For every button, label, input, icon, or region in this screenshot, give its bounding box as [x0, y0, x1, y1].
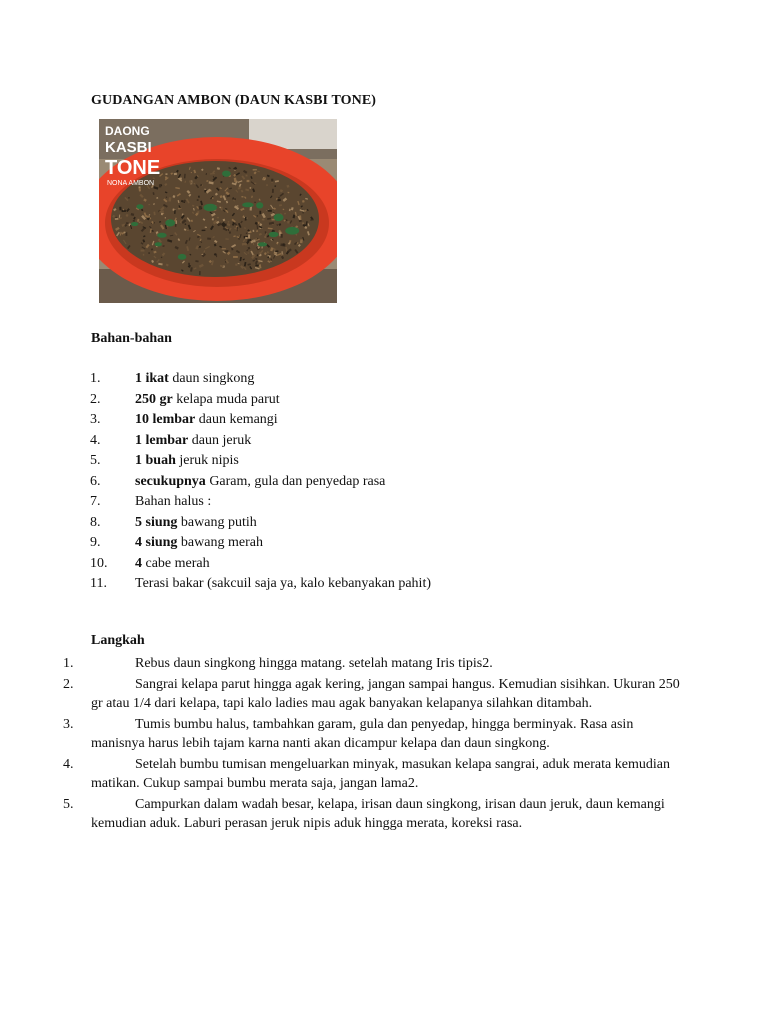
- ingredient-item: [90, 472, 510, 493]
- ingredient-number: 11.: [90, 576, 107, 591]
- food-speck: [126, 222, 129, 224]
- ingredient-name: daun kemangi: [195, 412, 278, 427]
- food-speck: [216, 254, 217, 257]
- food-speck: [197, 211, 199, 213]
- food-speck: [199, 206, 202, 210]
- ingredient-number: 3.: [90, 412, 101, 427]
- ingredient-name: kelapa muda parut: [172, 391, 280, 407]
- ingredient-item: [90, 513, 510, 534]
- ingredient-number: 1.: [90, 371, 101, 386]
- food-speck: [119, 207, 121, 211]
- ingredient-text: [135, 533, 510, 554]
- ingredient-number: 10.: [90, 555, 108, 571]
- food-speck: [282, 251, 283, 254]
- food-speck: [234, 198, 236, 200]
- ingredient-name: Garam, gula dan penyedap rasa: [205, 473, 386, 489]
- ingredient-text: [135, 574, 510, 595]
- food-speck: [277, 199, 280, 202]
- leaf-garnish: [258, 242, 267, 246]
- leaf-garnish: [269, 232, 279, 237]
- food-speck: [262, 219, 265, 221]
- food-speck: [248, 252, 249, 253]
- ingredient-name: daun jeruk: [188, 432, 252, 448]
- overlay-line-1: DAONG: [105, 124, 150, 138]
- leaf-garnish: [165, 219, 175, 226]
- ingredients-list: [90, 369, 510, 595]
- leaf-garnish: [178, 254, 187, 260]
- ingredient-quantity: 250 gr: [135, 391, 173, 407]
- ingredient-name: Terasi bakar (sakcuil saja ya, kalo kebanyakan pahit): [135, 576, 432, 591]
- leaf-garnish: [131, 222, 138, 226]
- ingredient-text: [135, 472, 510, 493]
- leaf-garnish: [203, 204, 217, 211]
- leaf-garnish: [285, 227, 299, 235]
- food-speck: [207, 238, 211, 240]
- step-item: [63, 795, 683, 834]
- leaf-garnish: [274, 214, 284, 221]
- food-speck: [253, 230, 255, 232]
- ingredient-name: bawang merah: [177, 535, 263, 550]
- food-speck: [165, 217, 166, 218]
- step-item: [63, 654, 683, 674]
- ingredient-name: Bahan halus :: [135, 494, 212, 509]
- step-text: Setelah bumbu tumisan mengeluarkan minyak, masukan kelapa sangrai, aduk merata kemudian matikan. Cukup sampai bumbu merata saja, jangan lama2.: [91, 756, 670, 791]
- food-speck: [271, 179, 273, 182]
- ingredient-quantity: 4 siung: [135, 535, 178, 550]
- step-item: [63, 715, 683, 754]
- ingredient-number: 7.: [90, 494, 101, 509]
- food-speck: [186, 230, 188, 231]
- food-speck: [248, 234, 250, 238]
- food-speck: [272, 189, 274, 193]
- food-speck: [176, 220, 177, 224]
- ingredient-number: 6.: [90, 473, 101, 489]
- ingredient-number: 4.: [90, 432, 101, 448]
- food-speck: [300, 239, 303, 243]
- food-speck: [245, 217, 247, 221]
- food-speck: [241, 196, 243, 197]
- ingredient-text: [135, 390, 510, 411]
- overlay-line-4: NONA AMBON: [107, 180, 155, 187]
- ingredient-quantity: 4: [135, 555, 142, 571]
- step-number: 5.: [63, 796, 74, 812]
- food-speck: [148, 204, 150, 205]
- step-item: [63, 755, 683, 794]
- food-speck: [246, 232, 248, 234]
- steps-heading: Langkah: [91, 633, 145, 648]
- food-speck: [267, 210, 272, 212]
- food-speck: [259, 211, 261, 215]
- food-speck: [287, 221, 290, 224]
- food-speck: [125, 232, 127, 236]
- food-speck: [233, 256, 238, 258]
- step-text: Campurkan dalam wadah besar, kelapa, irisan daun singkong, irisan daun jeruk, daun kemangi kemudian aduk. Laburi perasan jeruk nipis aduk hingga merata, koreksi rasa.: [91, 796, 665, 831]
- ingredient-name: cabe merah: [142, 555, 210, 571]
- ingredient-number: 8.: [90, 514, 101, 530]
- food-speck: [225, 238, 228, 239]
- food-speck: [188, 263, 190, 265]
- food-speck: [174, 173, 177, 175]
- ingredient-name: jeruk nipis: [175, 453, 239, 468]
- step-item: [63, 675, 683, 714]
- ingredient-text: [135, 492, 510, 513]
- food-speck: [253, 240, 255, 243]
- food-speck: [246, 175, 248, 177]
- ingredients-heading: Bahan-bahan: [91, 331, 172, 346]
- document-title: GUDANGAN AMBON (DAUN KASBI TONE): [91, 93, 377, 108]
- steps-list: [63, 654, 683, 835]
- ingredient-text: [135, 410, 510, 431]
- food-speck: [159, 184, 161, 187]
- ingredient-item: [90, 369, 510, 390]
- food-speck: [217, 217, 219, 219]
- ingredient-text: [135, 513, 510, 534]
- leaf-garnish: [155, 242, 162, 246]
- food-speck: [161, 213, 163, 216]
- step-text: Rebus daun singkong hingga matang. setelah matang Iris tipis2.: [135, 656, 493, 671]
- ingredient-item: [90, 410, 510, 431]
- food-speck: [253, 169, 257, 171]
- food-speck: [199, 271, 201, 275]
- step-text: Tumis bumbu halus, tambahkan garam, gula dan penyedap, hingga berminyak. Rasa asin manisnya harus lebih tajam karna nanti akan dicampur kelapa dan daun singkong.: [91, 716, 634, 751]
- ingredient-item: [90, 554, 510, 575]
- food-speck: [148, 252, 149, 253]
- ingredient-text: [135, 554, 510, 575]
- food-speck: [179, 178, 182, 180]
- ingredient-quantity: 5 siung: [135, 514, 178, 530]
- food-speck: [165, 173, 167, 175]
- step-number: 4.: [63, 756, 74, 772]
- ingredient-quantity: 10 lembar: [135, 412, 196, 427]
- food-speck: [258, 261, 260, 262]
- ingredient-text: [135, 431, 510, 452]
- ingredient-item: [90, 390, 510, 411]
- food-speck: [302, 222, 303, 224]
- food-speck: [282, 243, 284, 246]
- food-speck: [280, 234, 282, 238]
- overlay-line-3: TONE: [105, 157, 161, 179]
- leaf-garnish: [136, 204, 143, 209]
- ingredient-quantity: secukupnya: [135, 473, 206, 489]
- leaf-garnish: [222, 170, 231, 176]
- ingredient-item: [90, 574, 510, 595]
- ingredient-number: 2.: [90, 391, 101, 407]
- ingredient-item: [90, 533, 510, 554]
- food-speck: [175, 224, 177, 227]
- food-speck: [143, 254, 144, 256]
- overlay-line-2: KASBI: [105, 139, 152, 156]
- ingredient-quantity: 1 ikat: [135, 371, 169, 386]
- ingredient-name: daun singkong: [168, 371, 255, 386]
- leaf-garnish: [256, 202, 263, 208]
- ingredient-number: 5.: [90, 453, 101, 468]
- step-text: Sangrai kelapa parut hingga agak kering, jangan sampai hangus. Kemudian sisihkan. Ukuran 250 gr atau 1/4 dari kelapa, tapi kalo ladies mau agak banyakan kelapanya silahkan ditambah.: [91, 676, 680, 711]
- ingredient-item: [90, 451, 510, 472]
- food-speck: [247, 180, 250, 182]
- step-number: 3.: [63, 716, 74, 732]
- food-speck: [275, 250, 278, 252]
- dish-photo: [99, 119, 337, 303]
- food-speck: [257, 215, 259, 216]
- ingredient-item: [90, 492, 510, 513]
- food-speck: [222, 248, 226, 249]
- ingredient-number: 9.: [90, 535, 101, 550]
- ingredient-text: [135, 369, 510, 390]
- food-speck: [267, 256, 269, 258]
- leaf-garnish: [157, 233, 166, 238]
- food-speck: [141, 250, 145, 252]
- ingredient-text: [135, 451, 510, 472]
- food-speck: [220, 195, 223, 198]
- food-speck: [115, 218, 119, 220]
- food-speck: [202, 230, 206, 231]
- food-speck: [134, 218, 135, 219]
- step-number: 2.: [63, 676, 74, 692]
- food-speck: [279, 204, 282, 206]
- ingredient-quantity: 1 lembar: [135, 432, 189, 448]
- leaf-garnish: [242, 202, 253, 207]
- food-speck: [242, 243, 247, 246]
- ingredient-name: bawang putih: [177, 514, 257, 530]
- food-speck: [202, 254, 204, 255]
- ingredient-item: [90, 431, 510, 452]
- food-speck: [235, 264, 237, 266]
- step-number: 1.: [63, 656, 74, 671]
- food-speck: [247, 239, 251, 241]
- food-speck: [197, 199, 199, 201]
- food-speck: [220, 181, 222, 183]
- ingredient-quantity: 1 buah: [135, 453, 176, 468]
